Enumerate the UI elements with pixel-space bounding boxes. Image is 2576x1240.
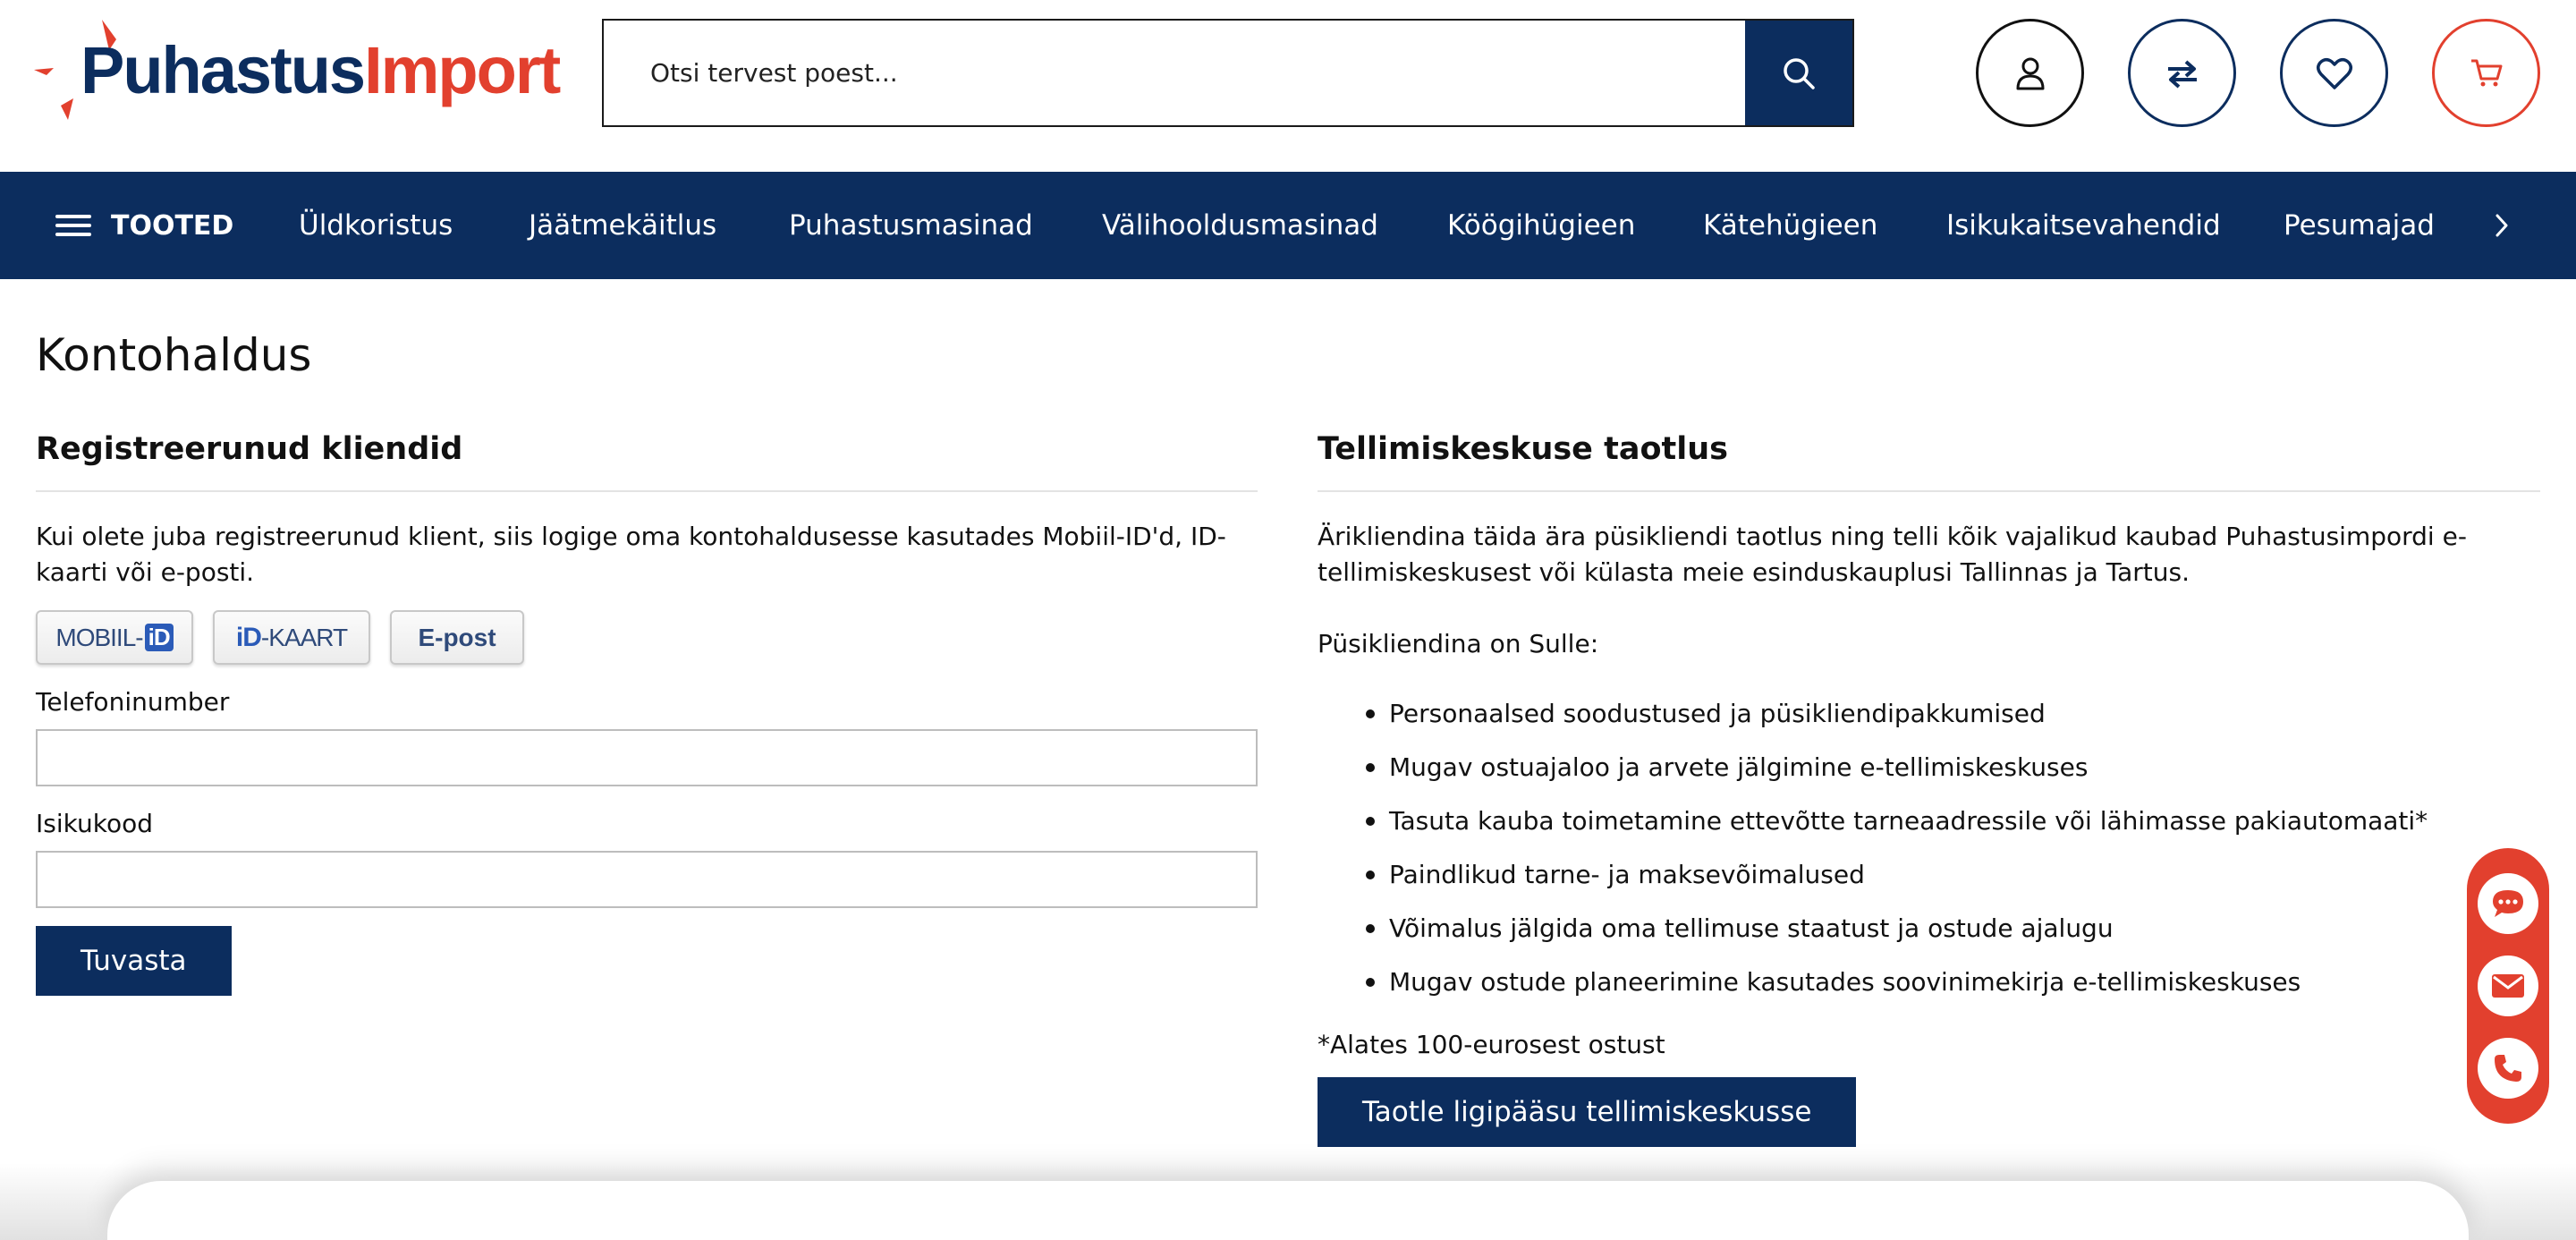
mobiil-id-text: MOBIIL- <box>55 623 143 651</box>
email-login-button[interactable]: E-post <box>390 610 524 665</box>
contact-float-bar <box>2467 848 2549 1124</box>
login-intro-text: Kui olete juba registreerunud klient, siis logige oma kontohaldusesse kasutades Mobiil-ID'd, ID-kaarti või e-posti. <box>36 522 1226 587</box>
nav-item-katehugieen[interactable]: Kätehügieen <box>1703 209 1878 242</box>
phone-icon <box>2493 1053 2523 1083</box>
cart-icon <box>2469 57 2504 89</box>
search-icon <box>1781 55 1817 91</box>
chat-icon <box>2490 888 2526 920</box>
list-item: Tasuta kauba toimetamine ettevõtte tarneaadressile või lähimasse pakiautomaati* <box>1318 803 2540 839</box>
compare-icon <box>2165 58 2200 89</box>
email-button[interactable] <box>2478 955 2538 1016</box>
phone-label: Telefoninumber <box>36 687 230 717</box>
list-item: Mugav ostude planeerimine kasutades soovinimekirja e-tellimiskeskuses <box>1318 964 2540 1000</box>
list-item: Paindlikud tarne- ja maksevõimalused <box>1318 857 2540 893</box>
divider <box>36 490 1258 492</box>
benefits-list <box>1318 696 2540 1000</box>
authenticate-button[interactable]: Tuvasta <box>36 926 232 996</box>
isikukood-label: Isikukood <box>36 809 153 838</box>
logo-part-1: Puhastus <box>80 33 365 107</box>
list-item: Mugav ostuajaloo ja arvete jälgimine e-tellimiskeskuses <box>1318 750 2540 786</box>
chat-button[interactable] <box>2478 873 2538 934</box>
all-products-label: TOOTED <box>111 209 234 242</box>
site-header <box>0 0 2576 172</box>
list-item: Personaalsed soodustused ja püsikliendipakkumised <box>1318 696 2540 732</box>
id-kaart-badge: iD <box>235 622 261 652</box>
page-title: Kontohaldus <box>36 329 312 381</box>
request-intro-text: Ärikliendina täida ära püsikliendi taotlus ning telli kõik vajalikud kaubad Puhastusimpordi e-tellimiskeskusest või külasta meie esinduskauplusi Tallinnas ja Tartus. <box>1318 522 2467 587</box>
cart-button[interactable] <box>2432 19 2540 127</box>
nav-item-valihooldusmasinad[interactable]: Välihooldusmasinad <box>1102 209 1378 242</box>
list-item: Võimalus jälgida oma tellimuse staatust ja ostude ajalugu <box>1318 911 2540 947</box>
all-products-menu[interactable] <box>55 172 233 279</box>
id-kaart-button[interactable] <box>213 610 370 665</box>
phone-input[interactable] <box>36 729 1258 786</box>
heart-icon <box>2316 56 2353 90</box>
footnote-text: *Alates 100-eurosest ostust <box>1318 1030 1665 1059</box>
bottom-panel-edge <box>107 1181 2469 1240</box>
request-section-title: Tellimiskeskuse taotlus <box>1318 431 1728 467</box>
mobiil-id-button[interactable] <box>36 610 193 665</box>
user-icon <box>2013 55 2047 91</box>
search-bar <box>602 19 1854 127</box>
hamburger-icon <box>55 215 91 236</box>
account-button[interactable] <box>1976 19 2084 127</box>
nav-item-isikukaitsevahendid[interactable]: Isikukaitsevahendid <box>1946 209 2221 242</box>
nav-item-kookihugieen[interactable]: Köögihügieen <box>1447 209 1636 242</box>
chevron-right-icon <box>2495 213 2509 238</box>
id-kaart-text: -KAART <box>260 623 348 651</box>
site-logo[interactable] <box>34 20 560 125</box>
main-navigation <box>0 172 2576 279</box>
divider <box>1318 490 2540 492</box>
phone-button[interactable] <box>2478 1038 2538 1099</box>
mobiil-id-badge: iD <box>145 624 174 651</box>
request-access-button[interactable]: Taotle ligipääsu tellimiskeskusse <box>1318 1077 1856 1147</box>
wishlist-button[interactable] <box>2280 19 2388 127</box>
benefits-intro-text: Püsikliendina on Sulle: <box>1318 629 1599 658</box>
logo-part-2: Import <box>364 33 560 107</box>
nav-item-pesumajad[interactable]: Pesumajad <box>2284 209 2435 242</box>
isikukood-input[interactable] <box>36 851 1258 908</box>
order-center-request-section <box>1318 420 2540 1147</box>
search-button[interactable] <box>1745 21 1852 125</box>
login-method-buttons <box>36 610 1258 665</box>
search-input[interactable] <box>604 21 1746 125</box>
nav-scroll-next-button[interactable] <box>2479 172 2524 279</box>
nav-item-uldkoristus[interactable]: Üldkoristus <box>299 209 453 242</box>
login-section-title: Registreerunud kliendid <box>36 431 463 467</box>
logo-text <box>80 33 560 107</box>
envelope-icon <box>2491 973 2525 998</box>
login-section <box>36 420 1258 996</box>
compare-button[interactable] <box>2128 19 2236 127</box>
nav-item-jaatmekaitlus[interactable]: Jäätmekäitlus <box>529 209 717 242</box>
nav-item-puhastusmasinad[interactable]: Puhastusmasinad <box>789 209 1033 242</box>
